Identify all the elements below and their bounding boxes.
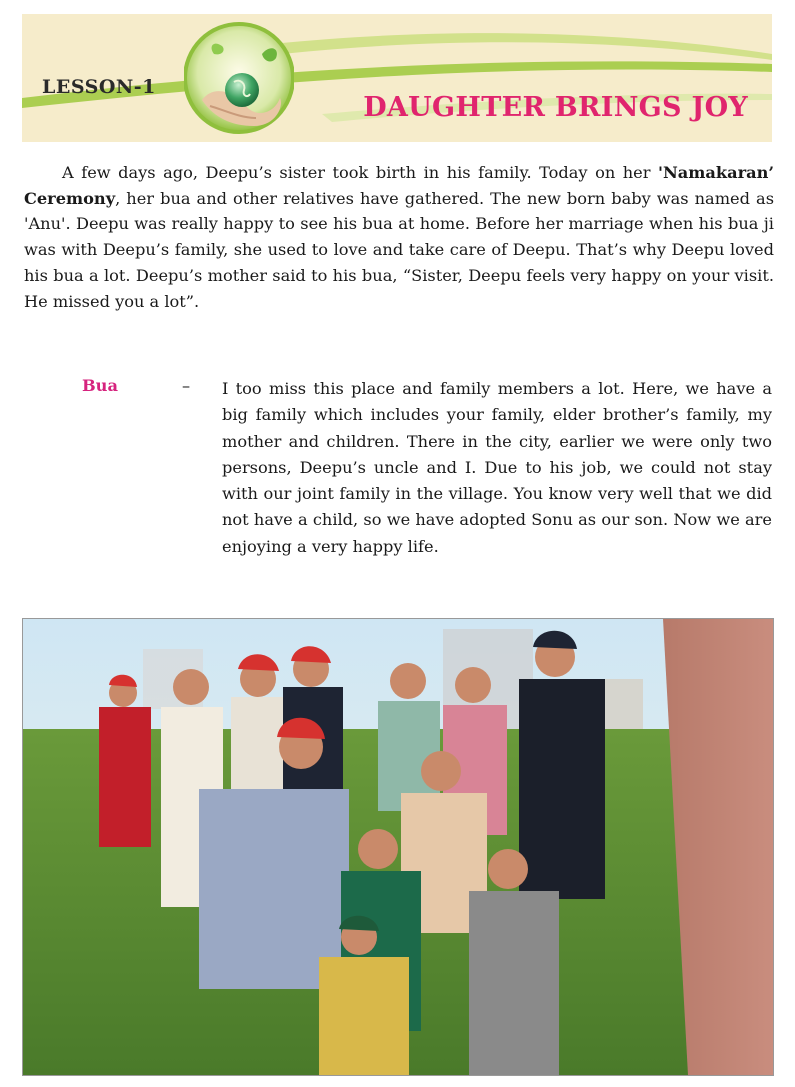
lesson-header (22, 14, 772, 142)
lesson-title: DAUGHTER BRINGS JOY (363, 92, 748, 123)
dialogue-text: I too miss this place and family members a lot. Here, we have a big family which includes your family, elder brother’s family, my mother and children. There in the city, earlier we were only two persons, Deepu’s uncle and I. Due to his job, we could not stay with our joint family in the village. You know very well that we did not have a child, so we have adopted Sonu as our son. Now we are enjoying a very happy life. (222, 379, 772, 556)
lesson-label: LESSON-1 (42, 76, 156, 98)
intro-paragraph (24, 160, 774, 314)
family-photo-illustration (23, 619, 773, 1075)
family-photo (22, 618, 774, 1076)
paragraph-text: A few days ago, Deepu’s sister took birth in his family. Today on her (62, 163, 659, 182)
paragraph-bold-text: 'Namakaran’ Ceremony (24, 163, 774, 208)
paragraph-rest-text: , her bua and other relatives have gathered. The new born baby was named as 'Anu'. Deepu was really happy to see his bua at home. Before her marriage when his bua ji was with Deepu’s family, she used to love and take care of Deepu. That’s why Deepu loved his bua a lot. Deepu’s mother said to his bua, “Sister, Deepu feels very happy on your visit. He missed you a lot”. (24, 188, 774, 311)
speaker-name: Bua (82, 376, 118, 395)
dialogue-dash: – (182, 376, 191, 395)
hands-holding-globe-icon (184, 14, 294, 142)
